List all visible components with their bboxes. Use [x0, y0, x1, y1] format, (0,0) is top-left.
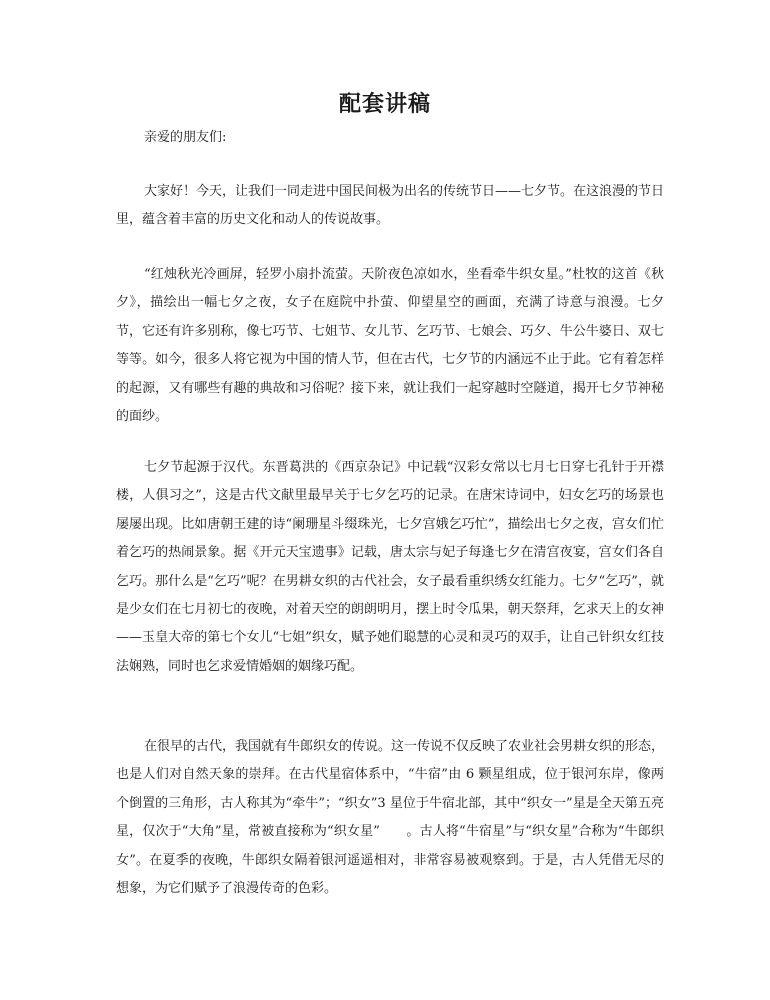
paragraph-poem: “红烛秋光冷画屏，轻罗小扇扑流萤。天阶夜色凉如水，坐看牵牛织女星。”杜牧的这首《秋夕》，描绘出一幅七夕之夜，女子在庭院中扑萤、仰望星空的画面，充满了诗意与浪漫。七夕节，它还有许多别称，像七巧节、七姐节、女儿节、乞巧节、七娘会、巧夕、牛公牛婆日、双七等等。如今，很多人将它视为中国的情人节，但在古代，七夕节的内涵远不止于此。它有着怎样的起源，又有哪些有趣的典故和习俗呢？接下来，就让我们一起穿越时空隧道，揭开七夕节神秘的面纱。	[116, 267, 664, 425]
greeting: 亲爱的朋友们:	[144, 130, 227, 145]
paragraph-legend: 在很早的古代，我国就有牛郎织女的传说。这一传说不仅反映了农业社会男耕女织的形态，也是人们对自然天象的崇拜。在古代星宿体系中，“牛宿”由 6 颗星组成，位于银河东岸，像两个倒置的三角形，古人称其为“牵牛”；“织女”3 星位于牛宿北部，其中“织女一”星是全天第五亮星，仅次于“大角”星，常被直接称为“织女星” 。古人将“牛宿星”与“织女星”合称为“牛郎织女”。在夏季的夜晚，牛郎织女隔着银河遥遥相对，非常容易被观察到。于是，古人凭借无尽的想象，为它们赋予了浪漫传奇的色彩。	[116, 739, 665, 897]
paragraph-origin: 七夕节起源于汉代。东晋葛洪的《西京杂记》中记载“汉彩女常以七月七日穿七孔针于开襟楼，人俱习之”，这是古代文献里最早关于七夕乞巧的记录。在唐宋诗词中，妇女乞巧的场景也屡屡出现。比如唐朝王建的诗“阑珊星斗缀珠光，七夕宫娥乞巧忙”，描绘出七夕之夜，宫女们忙着乞巧的热闹景象。据《开元天宝遗事》记载，唐太宗与妃子每逢七夕在清宫夜宴，宫女们各自乞巧。那什么是“乞巧”呢？在男耕女织的古代社会，女子最看重织绣女红能力。七夕“乞巧”，就是少女们在七月初七的夜晚，对着天空的朗朗明月，摆上时令瓜果，朝天祭拜，乞求天上的女神——玉皇大帝的第七个女儿“七姐”织女，赋予她们聪慧的心灵和灵巧的双手，让自己针织女红技法娴熟，同时也乞求爱情婚姻的姻缘巧配。	[116, 460, 664, 674]
paragraph-intro: 大家好！今天，让我们一同走进中国民间极为出名的传统节日——七夕节。在这浪漫的节日里，蕴含着丰富的历史文化和动人的传说故事。	[116, 184, 665, 228]
page-title: 配套讲稿	[338, 91, 431, 117]
